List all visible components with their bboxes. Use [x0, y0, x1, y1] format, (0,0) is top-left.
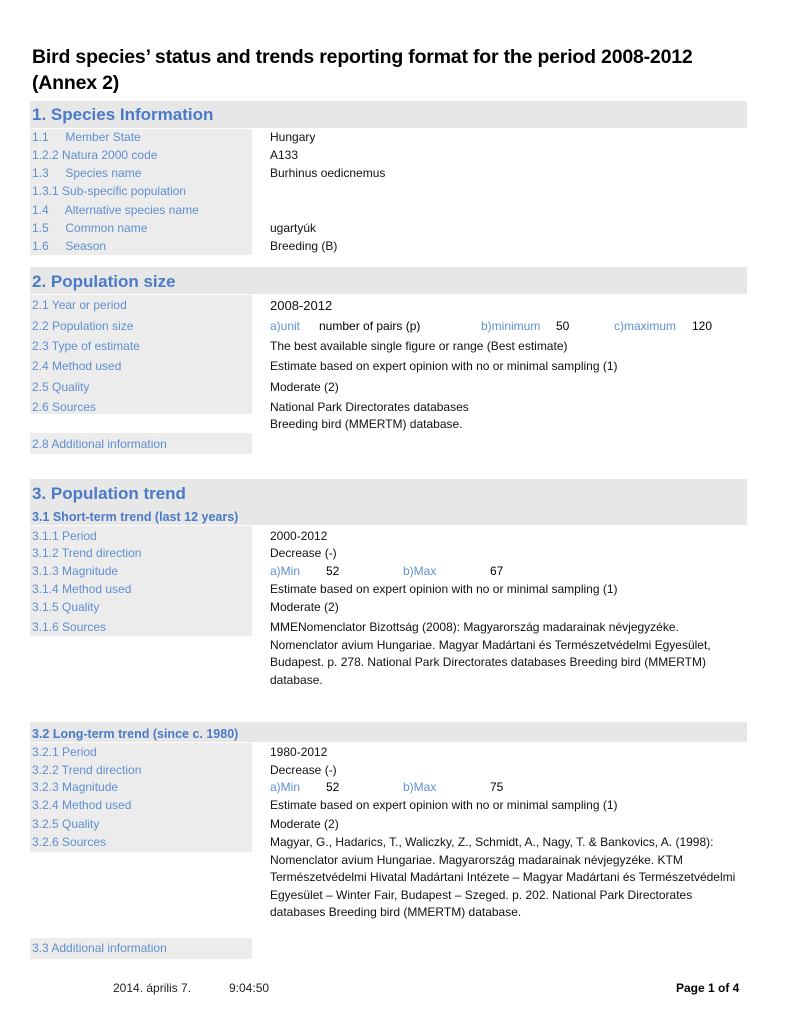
label-sub-specific-population: 1.3.1 Sub-specific population	[32, 184, 187, 198]
label-unit: a)unit	[270, 319, 301, 333]
label-member-state: 1.1 Member State	[32, 130, 141, 144]
value-short-term-min: 52	[326, 564, 340, 578]
page-number: Page 1 of 4	[676, 981, 740, 995]
label-long-term-min: a)Min	[270, 780, 301, 794]
value-long-term-direction: Decrease (-)	[270, 763, 337, 777]
label-long-term-period: 3.2.1 Period	[32, 745, 97, 759]
value-short-term-direction: Decrease (-)	[270, 546, 337, 560]
label-type-of-estimate: 2.3 Type of estimate	[32, 339, 140, 353]
label-short-term-method: 3.1.4 Method used	[32, 582, 132, 596]
label-long-term-quality: 3.2.5 Quality	[32, 817, 100, 831]
label-long-term-magnitude: 3.2.3 Magnitude	[32, 780, 119, 794]
document-title-line-2: (Annex 2)	[32, 72, 120, 94]
document-title-line-1: Bird species’ status and trends reporting format for the period 2008-2012	[32, 46, 693, 68]
label-quality: 2.5 Quality	[32, 380, 90, 394]
document-title	[32, 44, 762, 96]
value-type-of-estimate: The best available single figure or range (Best estimate)	[270, 339, 568, 353]
label-method-used: 2.4 Method used	[32, 359, 122, 373]
value-long-term-max: 75	[490, 780, 504, 794]
value-season: Breeding (B)	[270, 239, 338, 253]
label-long-term-max: b)Max	[403, 780, 437, 794]
value-species-name: Burhinus oedicnemus	[270, 166, 386, 180]
value-natura-2000-code: A133	[270, 148, 299, 162]
label-short-term-magnitude: 3.1.3 Magnitude	[32, 564, 119, 578]
label-natura-2000-code: 1.2.2 Natura 2000 code	[32, 148, 158, 162]
label-maximum: c)maximum	[614, 319, 676, 333]
label-long-term-sources: 3.2.6 Sources	[32, 835, 107, 849]
value-method-used: Estimate based on expert opinion with no or minimal sampling (1)	[270, 359, 618, 373]
value-long-term-period: 1980-2012	[270, 745, 328, 759]
label-short-term-max: b)Max	[403, 564, 437, 578]
footer-time: 9:04:50	[229, 981, 270, 995]
value-minimum: 50	[556, 319, 570, 333]
label-alternative-species-name: 1.4 Alternative species name	[32, 203, 199, 217]
label-short-term-quality: 3.1.5 Quality	[32, 600, 100, 614]
label-population-size: 2.2 Population size	[32, 319, 134, 333]
label-minimum: b)minimum	[481, 319, 541, 333]
value-long-term-method: Estimate based on expert opinion with no or minimal sampling (1)	[270, 798, 618, 812]
value-long-term-quality: Moderate (2)	[270, 817, 339, 831]
section-1-heading: 1. Species Information	[32, 105, 214, 124]
short-term-trend-heading: 3.1 Short-term trend (last 12 years)	[32, 510, 239, 524]
section-2-heading: 2. Population size	[32, 272, 176, 291]
value-short-term-method: Estimate based on expert opinion with no or minimal sampling (1)	[270, 582, 618, 596]
label-long-term-direction: 3.2.2 Trend direction	[32, 763, 142, 777]
value-short-term-quality: Moderate (2)	[270, 600, 339, 614]
label-short-term-direction: 3.1.2 Trend direction	[32, 546, 142, 560]
value-sources-line-1: National Park Directorates databases	[270, 400, 469, 414]
label-short-term-min: a)Min	[270, 564, 301, 578]
value-short-term-max: 67	[490, 564, 504, 578]
label-year-or-period: 2.1 Year or period	[32, 298, 127, 312]
label-species-name: 1.3 Species name	[32, 166, 142, 180]
label-short-term-sources: 3.1.6 Sources	[32, 620, 107, 634]
label-season: 1.6 Season	[32, 239, 107, 253]
section-3-heading: 3. Population trend	[32, 484, 186, 503]
long-term-trend-heading: 3.2 Long-term trend (since c. 1980)	[32, 727, 239, 741]
value-sources-line-2: Breeding bird (MMERTM) database.	[270, 417, 463, 431]
value-member-state: Hungary	[270, 130, 316, 144]
label-long-term-method: 3.2.4 Method used	[32, 798, 132, 812]
footer-date: 2014. április 7.	[113, 981, 192, 995]
value-long-term-min: 52	[326, 780, 340, 794]
value-short-term-sources: MMENomenclator Bizottság (2008): Magyarország madarainak névjegyzéke. Nomenclator avium Hungariae. Magyar Madártani és Természetvédelmi Egyesület, Budapest. p. 278. National Park Directorates databases Breeding bird (MMERTM) database.	[270, 620, 711, 687]
value-long-term-sources: Magyar, G., Hadarics, T., Waliczky, Z., Schmidt, A., Nagy, T. & Bankovics, A. (1998): Nomenclator avium Hungariae. Magyarország madarainak névjegyzéke. KTM Természetvédelmi Hivatal Madártani Intézete – Magyar Madártani és Természetvédelmi Egyesület – Winter Fair, Budapest – Szeged. p. 202. National Park Directorates databases Breeding bird (MMERTM) database.	[270, 835, 736, 919]
value-quality: Moderate (2)	[270, 380, 339, 394]
label-trend-additional-information: 3.3 Additional information	[32, 941, 167, 955]
value-common-name: ugartyúk	[270, 221, 317, 235]
label-short-term-period: 3.1.1 Period	[32, 529, 97, 543]
value-unit: number of pairs (p)	[319, 319, 421, 333]
label-additional-information: 2.8 Additional information	[32, 437, 167, 451]
label-sources: 2.6 Sources	[32, 400, 97, 414]
value-year-or-period: 2008-2012	[270, 298, 333, 313]
value-maximum: 120	[692, 319, 713, 333]
value-short-term-period: 2000-2012	[270, 529, 328, 543]
label-common-name: 1.5 Common name	[32, 221, 148, 235]
